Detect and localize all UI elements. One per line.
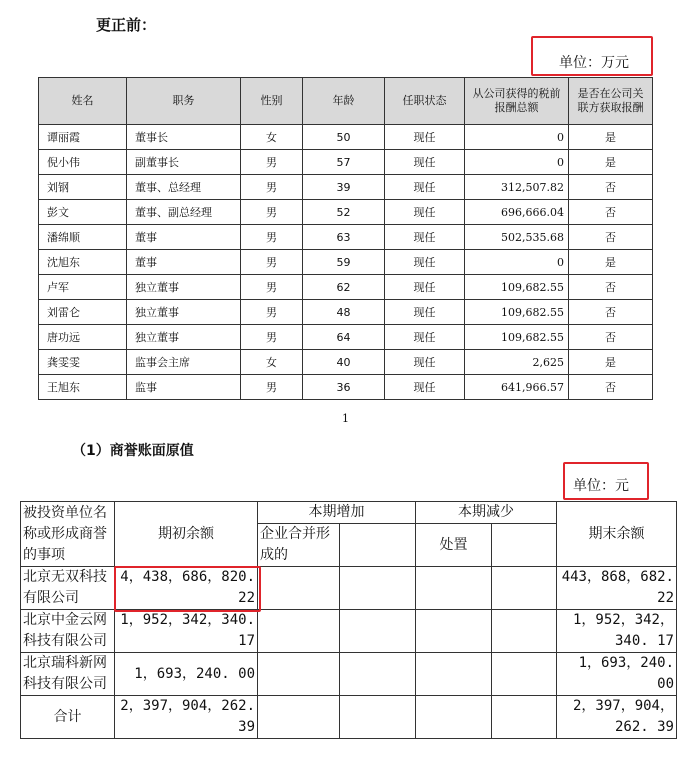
table-cell: 现任 [385, 150, 465, 175]
table-cell: 潘绵顺 [39, 225, 127, 250]
table-cell: 502,535.68 [465, 225, 569, 250]
closing-balance: 2，397，904，262. 39 [557, 696, 677, 739]
page-number: 1 [342, 412, 349, 425]
increase-other [340, 567, 416, 610]
goodwill-table [20, 501, 677, 739]
table-cell: 0 [465, 125, 569, 150]
table-cell: 董事长 [127, 125, 241, 150]
table-cell: 否 [569, 325, 653, 350]
table-cell: 否 [569, 275, 653, 300]
table-cell: 641,966.57 [465, 375, 569, 400]
table-cell: 是 [569, 125, 653, 150]
table-cell: 63 [303, 225, 385, 250]
table-cell: 是 [569, 250, 653, 275]
table-row [39, 375, 653, 400]
table-cell: 是 [569, 150, 653, 175]
increase-other [340, 653, 416, 696]
compensation-table [38, 77, 653, 400]
closing-balance: 443，868，682. 22 [557, 567, 677, 610]
table-cell: 男 [241, 200, 303, 225]
disposal-decrease [416, 610, 492, 653]
table-cell: 现任 [385, 300, 465, 325]
investee-name: 北京中金云网科技有限公司 [21, 610, 115, 653]
closing-balance: 1，952，342，340. 17 [557, 610, 677, 653]
closing-balance: 1，693，240. 00 [557, 653, 677, 696]
table-row [39, 175, 653, 200]
table-cell: 否 [569, 300, 653, 325]
table-cell: 312,507.82 [465, 175, 569, 200]
table-cell: 59 [303, 250, 385, 275]
table-cell: 男 [241, 300, 303, 325]
table-cell: 彭文 [39, 200, 127, 225]
table-row [39, 325, 653, 350]
table-cell: 监事会主席 [127, 350, 241, 375]
table-cell: 696,666.04 [465, 200, 569, 225]
header-merger: 企业合并形成的 [258, 524, 340, 567]
investee-name: 北京无双科技有限公司 [21, 567, 115, 610]
decrease-other [492, 696, 557, 739]
table-cell: 女 [241, 350, 303, 375]
table-row [21, 696, 677, 739]
table-cell: 40 [303, 350, 385, 375]
header-disposal: 处置 [416, 524, 492, 567]
header-investee: 被投资单位名称或形成商誉的事项 [21, 502, 115, 567]
table-cell: 现任 [385, 200, 465, 225]
header-closing-balance: 期末余额 [557, 502, 677, 567]
table-cell: 刘雷仑 [39, 300, 127, 325]
unit-highlight-box-2 [563, 462, 649, 500]
header-position: 职务 [127, 78, 241, 125]
table-row [39, 350, 653, 375]
table-cell: 独立董事 [127, 275, 241, 300]
table-row [39, 150, 653, 175]
table-cell: 男 [241, 275, 303, 300]
table-cell: 109,682.55 [465, 325, 569, 350]
merger-increase [258, 567, 340, 610]
table-row [21, 653, 677, 696]
disposal-decrease [416, 567, 492, 610]
table-cell: 现任 [385, 175, 465, 200]
decrease-other [492, 610, 557, 653]
table-row [39, 275, 653, 300]
opening-balance: 2，397，904，262. 39 [115, 696, 258, 739]
table-cell: 现任 [385, 325, 465, 350]
table-cell: 是 [569, 350, 653, 375]
table-cell: 否 [569, 200, 653, 225]
investee-name: 北京瑞科新网科技有限公司 [21, 653, 115, 696]
opening-balance: 1，693，240. 00 [115, 653, 258, 696]
table-header-row [39, 78, 653, 125]
table-cell: 董事 [127, 250, 241, 275]
table-cell: 王旭东 [39, 375, 127, 400]
header-increase: 本期增加 [258, 502, 416, 524]
disposal-decrease [416, 653, 492, 696]
table-cell: 50 [303, 125, 385, 150]
table-cell: 64 [303, 325, 385, 350]
table-cell: 现任 [385, 250, 465, 275]
table-cell: 现任 [385, 275, 465, 300]
header-compensation: 从公司获得的税前报酬总额 [465, 78, 569, 125]
table-cell: 48 [303, 300, 385, 325]
header-status: 任职状态 [385, 78, 465, 125]
table-cell: 男 [241, 325, 303, 350]
table-cell: 谭丽霞 [39, 125, 127, 150]
table-cell: 现任 [385, 125, 465, 150]
table-cell: 董事 [127, 225, 241, 250]
header-gender: 性别 [241, 78, 303, 125]
table-cell: 36 [303, 375, 385, 400]
table-cell: 女 [241, 125, 303, 150]
table-row [39, 200, 653, 225]
table-cell: 倪小伟 [39, 150, 127, 175]
merger-increase [258, 653, 340, 696]
disposal-decrease [416, 696, 492, 739]
table-cell: 独立董事 [127, 325, 241, 350]
highlight-opening-cell [114, 566, 261, 612]
table-cell: 现任 [385, 350, 465, 375]
table-cell: 109,682.55 [465, 300, 569, 325]
table-cell: 副董事长 [127, 150, 241, 175]
header-name: 姓名 [39, 78, 127, 125]
table-cell: 龚雯雯 [39, 350, 127, 375]
table-cell: 现任 [385, 225, 465, 250]
increase-other [340, 696, 416, 739]
table-cell: 109,682.55 [465, 275, 569, 300]
header-opening-balance: 期初余额 [115, 502, 258, 567]
unit-label-2: 单位：元 [573, 478, 629, 494]
table-row [21, 610, 677, 653]
table-cell: 男 [241, 150, 303, 175]
table-cell: 52 [303, 200, 385, 225]
table-row [39, 125, 653, 150]
increase-other [340, 610, 416, 653]
decrease-other [492, 653, 557, 696]
section2-title: （1）商誉账面原值 [72, 443, 194, 459]
table-cell: 独立董事 [127, 300, 241, 325]
header-related-party: 是否在公司关联方获取报酬 [569, 78, 653, 125]
table-cell: 男 [241, 225, 303, 250]
table-cell: 男 [241, 175, 303, 200]
table-cell: 否 [569, 375, 653, 400]
table-cell: 2,625 [465, 350, 569, 375]
table-row [39, 225, 653, 250]
table-cell: 否 [569, 175, 653, 200]
table-cell: 监事 [127, 375, 241, 400]
merger-increase [258, 696, 340, 739]
table-cell: 现任 [385, 375, 465, 400]
table-cell: 0 [465, 250, 569, 275]
table-cell: 39 [303, 175, 385, 200]
opening-balance: 4，438，686，820. 22 [115, 567, 258, 610]
merger-increase [258, 610, 340, 653]
header-decrease: 本期减少 [416, 502, 557, 524]
table-row [39, 250, 653, 275]
table-cell: 男 [241, 250, 303, 275]
header-age: 年龄 [303, 78, 385, 125]
total-label: 合计 [21, 696, 115, 739]
table-cell: 董事、副总经理 [127, 200, 241, 225]
table-cell: 卢军 [39, 275, 127, 300]
table-cell: 董事、总经理 [127, 175, 241, 200]
unit-highlight-box [531, 36, 653, 76]
opening-balance: 1，952，342，340. 17 [115, 610, 258, 653]
table-cell: 唐功远 [39, 325, 127, 350]
unit-label: 单位：万元 [559, 55, 629, 71]
table-cell: 57 [303, 150, 385, 175]
table-row [39, 300, 653, 325]
table-cell: 0 [465, 150, 569, 175]
decrease-other [492, 567, 557, 610]
table-cell: 刘钢 [39, 175, 127, 200]
section1-title: 更正前： [96, 16, 157, 34]
table-cell: 沈旭东 [39, 250, 127, 275]
table-cell: 男 [241, 375, 303, 400]
table-cell: 否 [569, 225, 653, 250]
table-cell: 62 [303, 275, 385, 300]
